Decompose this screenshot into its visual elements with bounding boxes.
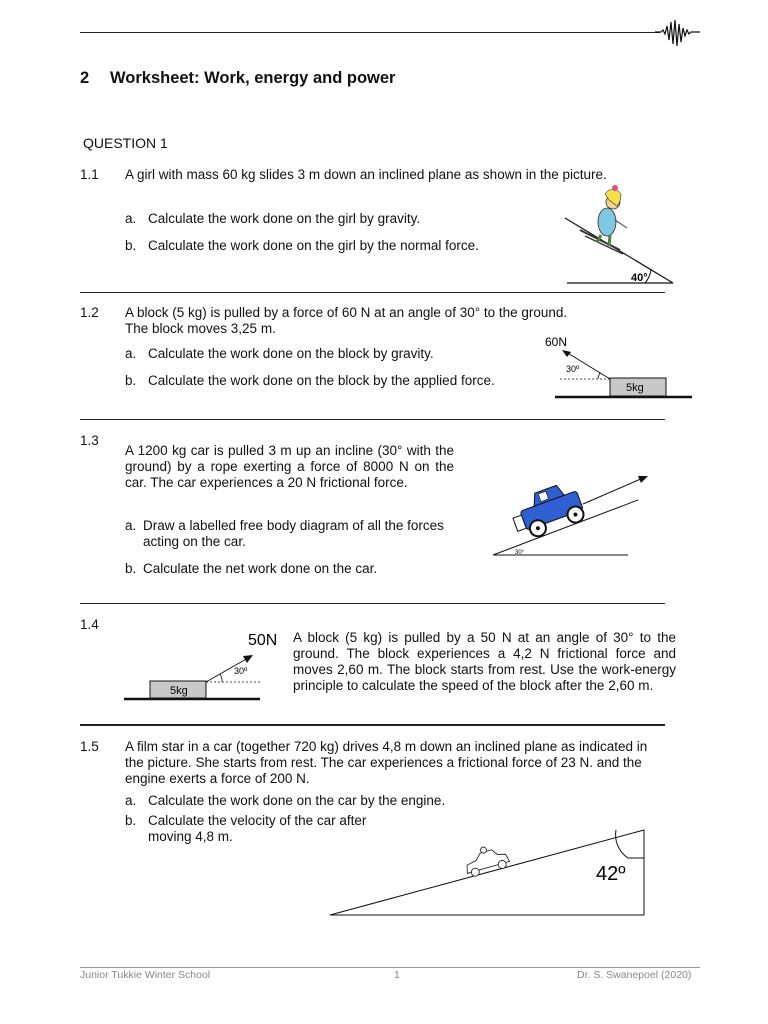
q1-2a-text: Calculate the work done on the block by gravity. <box>148 346 434 361</box>
q1-4-text: A block (5 kg) is pulled by a 50 N at an angle of 30° to the ground. The block experiences a 4,2 N frictional force and moves 2,60 m. The block starts from rest. Use the work-energy principle to calculate the speed of the block after the 2,60 m. <box>293 630 676 693</box>
q1-1a-text: Calculate the work done on the girl by gravity. <box>148 211 421 226</box>
q1-1-text: A girl with mass 60 kg slides 3 m down an inclined plane as shown in the picture. <box>125 167 607 182</box>
vintage-car-icon <box>507 480 586 543</box>
q1-5a-marker: a. <box>125 793 137 808</box>
q1-2b-marker: b. <box>125 373 137 388</box>
q1-5-angle-label: 42º <box>596 863 626 885</box>
q1-2-angle-label: 30º <box>566 364 580 374</box>
q1-1b-text: Calculate the work done on the girl by the normal force. <box>148 238 479 253</box>
q1-2-block-figure <box>540 330 695 402</box>
q1-2a-marker: a. <box>125 346 137 361</box>
q1-3-number: 1.3 <box>80 433 99 448</box>
q1-5-line3: engine exerts a force of 200 N. <box>125 771 310 786</box>
q1-4-block-figure <box>122 628 287 704</box>
q1-3a-text: Draw a labelled free body diagram of all the forces acting on the car. <box>143 518 444 549</box>
q1-2-line1: A block (5 kg) is pulled by a force of 60 N at an angle of 30° to the ground. <box>125 305 568 320</box>
divider-4 <box>80 724 665 726</box>
q1-2b-text: Calculate the work done on the block by the applied force. <box>148 373 495 388</box>
q1-1-number: 1.1 <box>80 167 99 182</box>
q1-1b-marker: b. <box>125 238 137 253</box>
q1-4-number: 1.4 <box>80 617 99 632</box>
footer-page-number: 1 <box>394 969 400 981</box>
footer-right: Dr. S. Swanepoel (2020) <box>577 969 692 981</box>
q1-5a-text: Calculate the work done on the car by the engine. <box>148 793 446 808</box>
q1-1a-marker: a. <box>125 211 137 226</box>
q1-2-number: 1.2 <box>80 305 99 320</box>
divider-2 <box>80 419 665 420</box>
q1-5-line1: A film star in a car (together 720 kg) drives 4,8 m down an inclined plane as indicated in <box>125 739 648 754</box>
section-title: Worksheet: Work, energy and power <box>110 69 396 87</box>
footer-rule <box>80 967 700 968</box>
divider-1 <box>80 292 665 293</box>
header-rule <box>80 32 660 33</box>
q1-2-force-label: 60N <box>545 335 568 349</box>
q1-5b-text-line2: moving 4,8 m. <box>148 829 233 844</box>
q1-3b-text: Calculate the net work done on the car. <box>143 561 378 576</box>
waveform-logo-icon <box>655 18 700 48</box>
q1-5-number: 1.5 <box>80 739 99 754</box>
skier-girl-icon <box>580 185 627 254</box>
q1-5-line2: the picture. She starts from rest. The car experiences a frictional force of 23 N. and the <box>125 755 642 770</box>
divider-3 <box>80 603 665 604</box>
q1-3a-marker: a. <box>125 518 137 533</box>
q1-2-block-label: 5kg <box>626 382 644 394</box>
q1-5-incline-figure <box>328 828 648 918</box>
q1-1-incline-figure <box>555 180 680 290</box>
q1-3-angle-label: 30° <box>515 550 525 556</box>
q1-3b-marker: b. <box>125 561 137 576</box>
footer-left: Junior Tukkie Winter School <box>80 969 211 981</box>
section-number: 2 <box>80 69 90 87</box>
q1-4-angle-label: 30º <box>234 666 248 676</box>
q1-3-car-incline-figure <box>488 470 653 560</box>
q1-4-block-label: 5kg <box>170 685 188 697</box>
q1-5b-text-line1: Calculate the velocity of the car after <box>148 813 367 828</box>
question-label: QUESTION 1 <box>83 135 168 151</box>
q1-3-text: A 1200 kg car is pulled 3 m up an incline (30° with the ground) by a rope exerting a force of 8000 N on the car. The car experiences a 20 N frictional force. <box>125 443 454 490</box>
q1-5b-marker: b. <box>125 813 137 828</box>
q1-2-line2: The block moves 3,25 m. <box>125 321 276 336</box>
q1-4-force-label: 50N <box>248 632 278 649</box>
q1-1-angle-label: 40° <box>631 272 648 284</box>
